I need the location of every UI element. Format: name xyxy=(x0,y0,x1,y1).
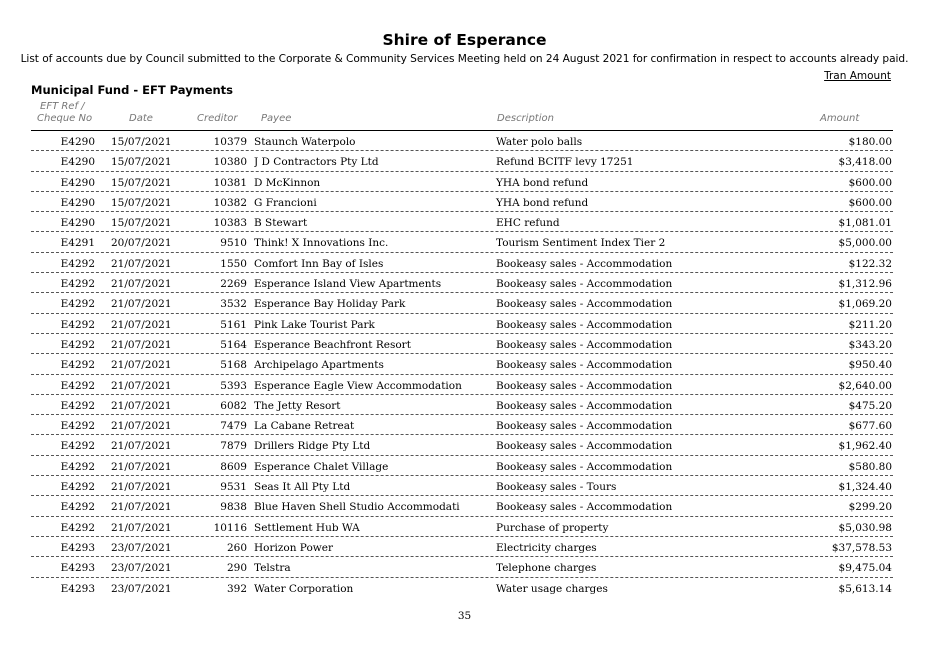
payee-cell: Water Corporation xyxy=(254,582,354,595)
date-cell: 21/07/2021 xyxy=(111,278,172,291)
creditor-cell: 6082 xyxy=(220,399,247,412)
description-cell: Bookeasy sales - Accommodation xyxy=(496,501,673,514)
table-row xyxy=(31,537,893,557)
date-cell: 21/07/2021 xyxy=(111,460,172,473)
description-cell: EHC refund xyxy=(496,217,560,230)
creditor-cell: 5164 xyxy=(220,338,247,351)
eft-ref-cell: E4290 xyxy=(60,136,95,148)
date-cell: 21/07/2021 xyxy=(111,481,172,494)
amount-cell: $580.80 xyxy=(848,460,892,473)
amount-cell: $9,475.04 xyxy=(838,562,892,575)
eft-ref-cell: E4292 xyxy=(60,298,95,311)
payee-cell: Esperance Bay Holiday Park xyxy=(254,298,406,311)
table-row xyxy=(31,435,893,455)
description-cell: Bookeasy sales - Accommodation xyxy=(496,379,673,392)
eft-ref-cell: E4293 xyxy=(60,562,95,575)
eft-ref-cell: E4292 xyxy=(60,257,95,270)
amount-cell: $1,324.40 xyxy=(838,481,892,494)
amount-cell: $5,613.14 xyxy=(838,582,892,595)
creditor-cell: 392 xyxy=(226,582,247,595)
payee-cell: Esperance Eagle View Accommodation xyxy=(254,379,462,392)
table-row xyxy=(31,212,893,232)
creditor-cell: 9510 xyxy=(220,237,247,250)
eft-ref-cell: E4292 xyxy=(60,440,95,453)
column-header-description: Description xyxy=(497,113,554,124)
payee-cell: Archipelago Apartments xyxy=(254,359,384,372)
description-cell: YHA bond refund xyxy=(496,176,589,189)
amount-cell: $950.40 xyxy=(848,359,892,372)
table-row xyxy=(31,496,893,516)
table-row xyxy=(31,131,893,151)
eft-ref-cell: E4292 xyxy=(60,338,95,351)
creditor-cell: 5393 xyxy=(220,379,247,392)
table-row xyxy=(31,578,893,597)
table-row xyxy=(31,253,893,273)
payee-cell: Pink Lake Tourist Park xyxy=(254,318,375,331)
amount-cell: $5,000.00 xyxy=(838,237,892,250)
eft-ref-cell: E4291 xyxy=(60,237,95,250)
amount-cell: $37,578.53 xyxy=(831,541,892,554)
table-row xyxy=(31,314,893,334)
date-cell: 15/07/2021 xyxy=(111,176,172,189)
column-header-date: Date xyxy=(129,113,153,124)
payments-table-body xyxy=(31,131,893,597)
payee-cell: La Cabane Retreat xyxy=(254,420,355,433)
description-cell: Tourism Sentiment Index Tier 2 xyxy=(496,237,666,250)
payee-cell: Comfort Inn Bay of Isles xyxy=(254,257,384,270)
date-cell: 21/07/2021 xyxy=(111,501,172,514)
description-cell: Water usage charges xyxy=(496,582,608,595)
amount-cell: $600.00 xyxy=(848,176,892,189)
tran-amount-label: Tran Amount xyxy=(824,70,891,82)
payee-cell: Horizon Power xyxy=(254,541,333,554)
creditor-cell: 9531 xyxy=(220,481,247,494)
eft-ref-cell: E4292 xyxy=(60,399,95,412)
amount-cell: $3,418.00 xyxy=(838,156,892,169)
table-row xyxy=(31,557,893,577)
date-cell: 21/07/2021 xyxy=(111,399,172,412)
table-row xyxy=(31,151,893,171)
description-cell: Purchase of property xyxy=(496,521,609,534)
date-cell: 21/07/2021 xyxy=(111,318,172,331)
eft-ref-cell: E4290 xyxy=(60,176,95,189)
date-cell: 21/07/2021 xyxy=(111,420,172,433)
creditor-cell: 2269 xyxy=(220,278,247,291)
creditor-cell: 10380 xyxy=(213,156,247,169)
creditor-cell: 10379 xyxy=(213,136,247,148)
amount-cell: $211.20 xyxy=(848,318,892,331)
eft-ref-cell: E4292 xyxy=(60,420,95,433)
table-row xyxy=(31,354,893,374)
description-cell: Bookeasy sales - Accommodation xyxy=(496,359,673,372)
payee-cell: B Stewart xyxy=(254,217,308,230)
column-header-ref-line2: Cheque No xyxy=(37,113,93,124)
payee-cell: J D Contractors Pty Ltd xyxy=(254,156,379,169)
amount-cell: $600.00 xyxy=(848,196,892,209)
amount-cell: $180.00 xyxy=(848,136,892,148)
fund-section-title: Municipal Fund - EFT Payments xyxy=(31,83,234,97)
date-cell: 15/07/2021 xyxy=(111,136,172,148)
date-cell: 21/07/2021 xyxy=(111,379,172,392)
table-row xyxy=(31,517,893,537)
amount-cell: $1,962.40 xyxy=(838,440,892,453)
description-cell: Bookeasy sales - Tours xyxy=(496,481,617,494)
description-cell: Refund BCITF levy 17251 xyxy=(496,156,634,169)
payee-cell: Seas It All Pty Ltd xyxy=(254,481,351,494)
description-cell: Bookeasy sales - Accommodation xyxy=(496,278,673,291)
description-cell: Bookeasy sales - Accommodation xyxy=(496,338,673,351)
payee-cell: Think! X Innovations Inc. xyxy=(254,237,389,250)
amount-cell: $122.32 xyxy=(848,257,892,270)
table-row xyxy=(31,334,893,354)
column-header-payee: Payee xyxy=(261,113,292,124)
date-cell: 21/07/2021 xyxy=(111,298,172,311)
creditor-cell: 10381 xyxy=(213,176,247,189)
table-row xyxy=(31,456,893,476)
table-row xyxy=(31,395,893,415)
table-row xyxy=(31,375,893,395)
column-header-amount: Amount xyxy=(820,113,860,124)
creditor-cell: 10116 xyxy=(213,521,247,534)
date-cell: 21/07/2021 xyxy=(111,359,172,372)
creditor-cell: 9838 xyxy=(220,501,247,514)
payee-cell: Esperance Chalet Village xyxy=(254,460,389,473)
payee-cell: The Jetty Resort xyxy=(254,399,341,412)
payee-cell: Blue Haven Shell Studio Accommodati xyxy=(254,501,460,514)
description-cell: Bookeasy sales - Accommodation xyxy=(496,257,673,270)
amount-cell: $343.20 xyxy=(848,338,892,351)
payee-cell: Esperance Beachfront Resort xyxy=(254,338,411,351)
eft-ref-cell: E4292 xyxy=(60,278,95,291)
description-cell: Bookeasy sales - Accommodation xyxy=(496,460,673,473)
date-cell: 23/07/2021 xyxy=(111,541,172,554)
payee-cell: Esperance Island View Apartments xyxy=(254,278,442,291)
creditor-cell: 3532 xyxy=(220,298,247,311)
description-cell: Water polo balls xyxy=(496,136,583,148)
description-cell: Telephone charges xyxy=(496,562,597,575)
eft-ref-cell: E4292 xyxy=(60,460,95,473)
description-cell: YHA bond refund xyxy=(496,196,589,209)
creditor-cell: 10383 xyxy=(213,217,247,230)
payee-cell: Staunch Waterpolo xyxy=(254,136,356,148)
payee-cell: G Francioni xyxy=(254,196,317,209)
page-title: Shire of Esperance xyxy=(382,31,547,49)
table-row xyxy=(31,232,893,252)
payee-cell: Drillers Ridge Pty Ltd xyxy=(254,440,371,453)
table-row xyxy=(31,172,893,192)
description-cell: Electricity charges xyxy=(496,541,597,554)
amount-cell: $677.60 xyxy=(848,420,892,433)
date-cell: 23/07/2021 xyxy=(111,582,172,595)
eft-ref-cell: E4292 xyxy=(60,379,95,392)
date-cell: 15/07/2021 xyxy=(111,217,172,230)
eft-ref-cell: E4293 xyxy=(60,582,95,595)
eft-ref-cell: E4293 xyxy=(60,541,95,554)
amount-cell: $5,030.98 xyxy=(838,521,892,534)
date-cell: 20/07/2021 xyxy=(111,237,172,250)
description-cell: Bookeasy sales - Accommodation xyxy=(496,399,673,412)
amount-cell: $2,640.00 xyxy=(838,379,892,392)
table-row xyxy=(31,273,893,293)
payee-cell: Telstra xyxy=(254,562,291,575)
creditor-cell: 1550 xyxy=(220,257,247,270)
creditor-cell: 7479 xyxy=(220,420,247,433)
creditor-cell: 8609 xyxy=(220,460,247,473)
date-cell: 21/07/2021 xyxy=(111,521,172,534)
eft-ref-cell: E4292 xyxy=(60,521,95,534)
description-cell: Bookeasy sales - Accommodation xyxy=(496,298,673,311)
amount-cell: $1,312.96 xyxy=(838,278,892,291)
table-row xyxy=(31,476,893,496)
date-cell: 21/07/2021 xyxy=(111,338,172,351)
table-row xyxy=(31,293,893,313)
payee-cell: Settlement Hub WA xyxy=(254,521,360,534)
report-subtitle: List of accounts due by Council submitted to the Corporate & Community Services Meeting held on 24 August 2021 for confirmation in respect to accounts already paid. xyxy=(20,53,909,65)
creditor-cell: 7879 xyxy=(220,440,247,453)
payee-cell: D McKinnon xyxy=(254,176,321,189)
creditor-cell: 290 xyxy=(226,562,247,575)
eft-ref-cell: E4292 xyxy=(60,481,95,494)
date-cell: 15/07/2021 xyxy=(111,196,172,209)
date-cell: 21/07/2021 xyxy=(111,440,172,453)
page-number: 35 xyxy=(457,610,472,622)
description-cell: Bookeasy sales - Accommodation xyxy=(496,420,673,433)
description-cell: Bookeasy sales - Accommodation xyxy=(496,440,673,453)
column-header-creditor: Creditor xyxy=(197,113,238,124)
date-cell: 15/07/2021 xyxy=(111,156,172,169)
amount-cell: $475.20 xyxy=(848,399,892,412)
eft-ref-cell: E4290 xyxy=(60,156,95,169)
creditor-cell: 260 xyxy=(226,541,247,554)
creditor-cell: 10382 xyxy=(213,196,247,209)
amount-cell: $1,081.01 xyxy=(838,217,892,230)
eft-ref-cell: E4290 xyxy=(60,196,95,209)
table-row xyxy=(31,192,893,212)
eft-ref-cell: E4292 xyxy=(60,318,95,331)
table-row xyxy=(31,415,893,435)
amount-cell: $299.20 xyxy=(848,501,892,514)
date-cell: 23/07/2021 xyxy=(111,562,172,575)
eft-ref-cell: E4290 xyxy=(60,217,95,230)
creditor-cell: 5168 xyxy=(220,359,247,372)
eft-ref-cell: E4292 xyxy=(60,359,95,372)
creditor-cell: 5161 xyxy=(220,318,247,331)
amount-cell: $1,069.20 xyxy=(838,298,892,311)
description-cell: Bookeasy sales - Accommodation xyxy=(496,318,673,331)
column-header-ref-line1: EFT Ref / xyxy=(40,101,85,112)
date-cell: 21/07/2021 xyxy=(111,257,172,270)
eft-ref-cell: E4292 xyxy=(60,501,95,514)
